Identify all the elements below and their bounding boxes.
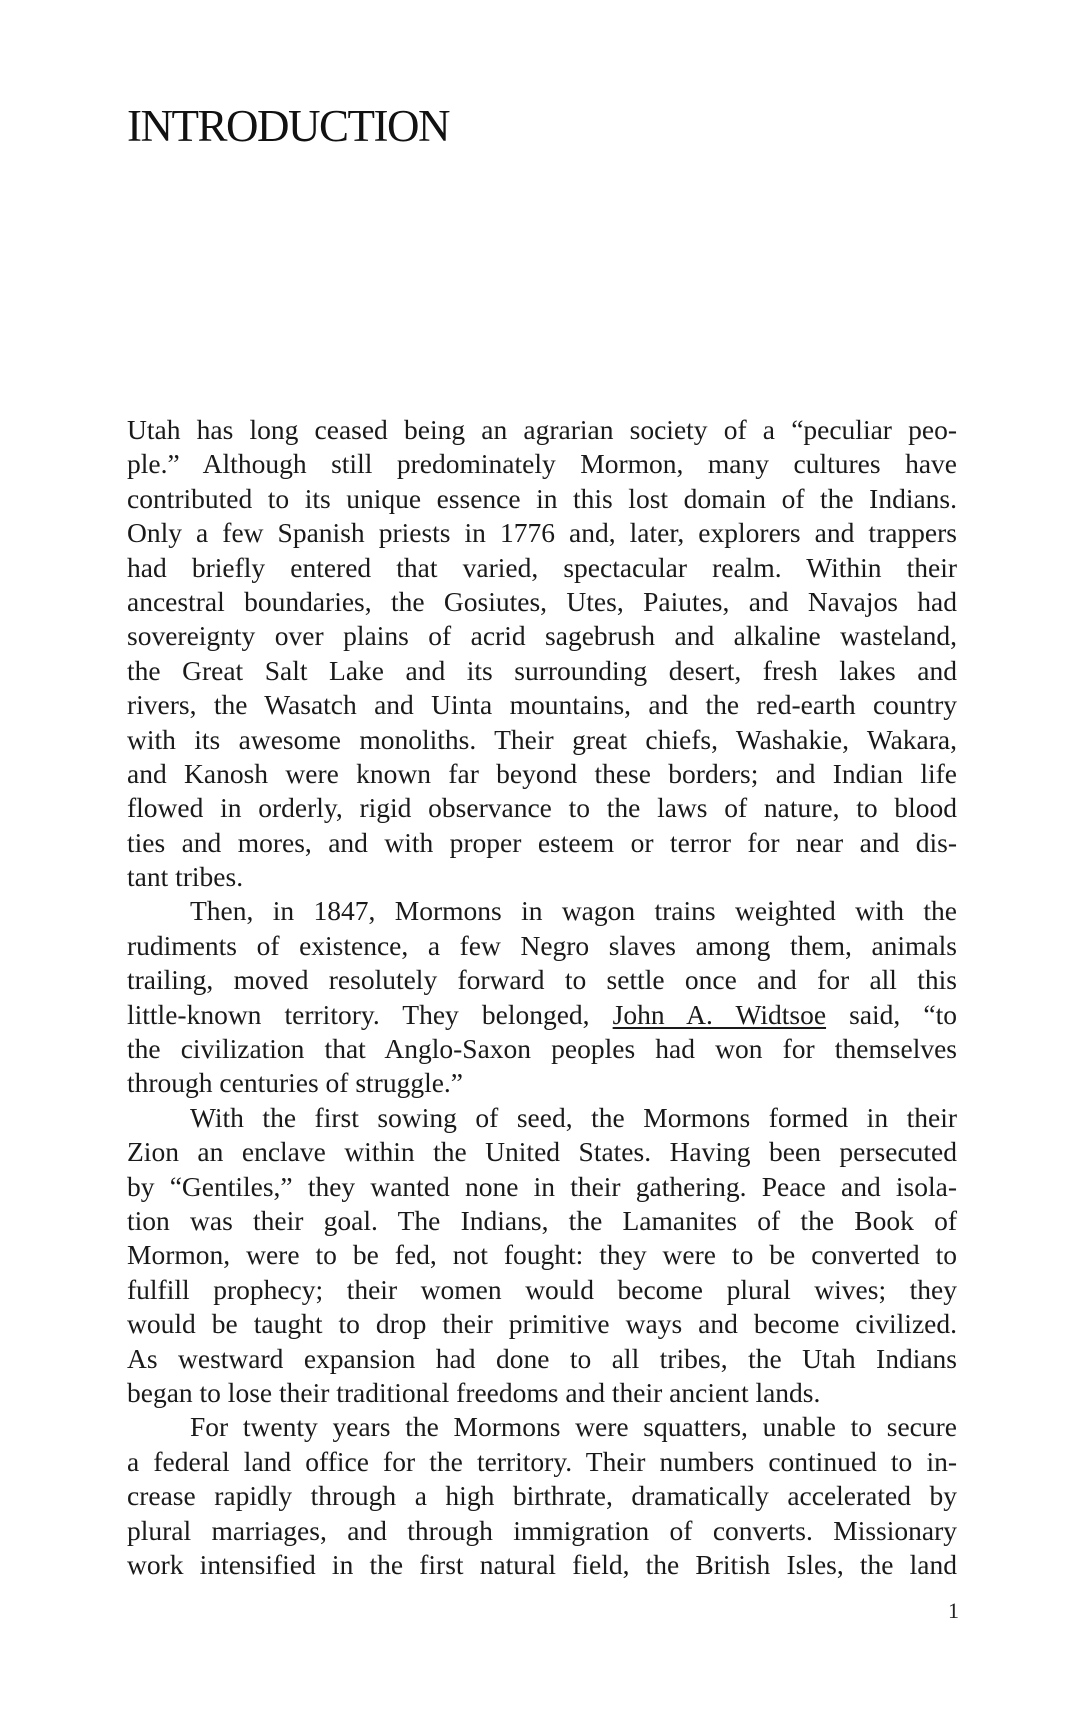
- text-line: Then, in 1847, Mormons in wagon trains weighted with the: [190, 895, 957, 927]
- body-text: [127, 413, 957, 1582]
- text-line: ple.” Although still predominately Mormon, many cultures have: [127, 448, 957, 480]
- text-line: ties and mores, and with proper esteem or terror for near and dis-: [127, 826, 957, 858]
- text-line: rivers, the Wasatch and Uinta mountains, and the red-earth country: [127, 689, 957, 721]
- paragraph: [127, 413, 957, 894]
- text-line: Only a few Spanish priests in 1776 and, later, explorers and trappers: [127, 517, 957, 549]
- text-line: tant tribes.: [127, 861, 244, 893]
- text-line: Mormon, were to be fed, not fought: they were to be converted to: [127, 1239, 957, 1271]
- paragraph: [127, 1410, 957, 1582]
- text-line: ancestral boundaries, the Gosiutes, Utes, Paiutes, and Navajos had: [127, 585, 957, 617]
- text-line: had briefly entered that varied, spectacular realm. Within their: [127, 551, 957, 583]
- paragraph: [127, 894, 957, 1100]
- text-line: through centuries of struggle.”: [127, 1067, 464, 1099]
- chapter-heading: INTRODUCTION: [127, 101, 449, 151]
- text-line: With the first sowing of seed, the Mormons formed in their: [190, 1101, 957, 1133]
- text-line: a federal land office for the territory. Their numbers continued to in-: [127, 1445, 957, 1477]
- text-line: As westward expansion had done to all tribes, the Utah Indians: [127, 1342, 957, 1374]
- text-line: work intensified in the first natural field, the British Isles, the land: [127, 1548, 957, 1580]
- text-segment: said, “to: [826, 998, 957, 1030]
- text-line: For twenty years the Mormons were squatters, unable to secure: [190, 1411, 957, 1443]
- text-line: the Great Salt Lake and its surrounding desert, fresh lakes and: [127, 654, 957, 686]
- text-line: contributed to its unique essence in this lost domain of the Indians.: [127, 482, 957, 514]
- page-number: 1: [948, 1598, 959, 1623]
- text-line: with its awesome monoliths. Their great chiefs, Washakie, Wakara,: [127, 723, 957, 755]
- text-line: the civilization that Anglo-Saxon peoples had won for themselves: [127, 1033, 957, 1065]
- paragraph: [127, 1101, 957, 1411]
- text-line: fulfill prophecy; their women would become plural wives; they: [127, 1273, 957, 1305]
- text-line: sovereignty over plains of acrid sagebrush and alkaline wasteland,: [127, 620, 957, 652]
- text-line: rudiments of existence, a few Negro slaves among them, animals: [127, 929, 957, 961]
- text-line: tion was their goal. The Indians, the Lamanites of the Book of: [127, 1204, 957, 1236]
- text-line: began to lose their traditional freedoms and their ancient lands.: [127, 1376, 821, 1408]
- text-line: crease rapidly through a high birthrate, dramatically accelerated by: [127, 1480, 957, 1512]
- underlined-name: John A. Widtsoe: [612, 998, 827, 1030]
- text-line: and Kanosh were known far beyond these borders; and Indian life: [127, 757, 957, 789]
- text-line: Zion an enclave within the United States. Having been persecuted: [127, 1136, 957, 1168]
- text-segment: little-known territory. They belonged,: [127, 998, 613, 1030]
- text-line: plural marriages, and through immigration of converts. Missionary: [127, 1514, 957, 1546]
- text-line: by “Gentiles,” they wanted none in their gathering. Peace and isola-: [127, 1170, 957, 1202]
- text-line: Utah has long ceased being an agrarian society of a “peculiar peo-: [127, 414, 957, 445]
- text-line: would be taught to drop their primitive ways and become civilized.: [127, 1308, 957, 1340]
- text-line: flowed in orderly, rigid observance to the laws of nature, to blood: [127, 792, 957, 824]
- text-line: [127, 998, 957, 1032]
- text-line: trailing, moved resolutely forward to settle once and for all this: [127, 964, 957, 996]
